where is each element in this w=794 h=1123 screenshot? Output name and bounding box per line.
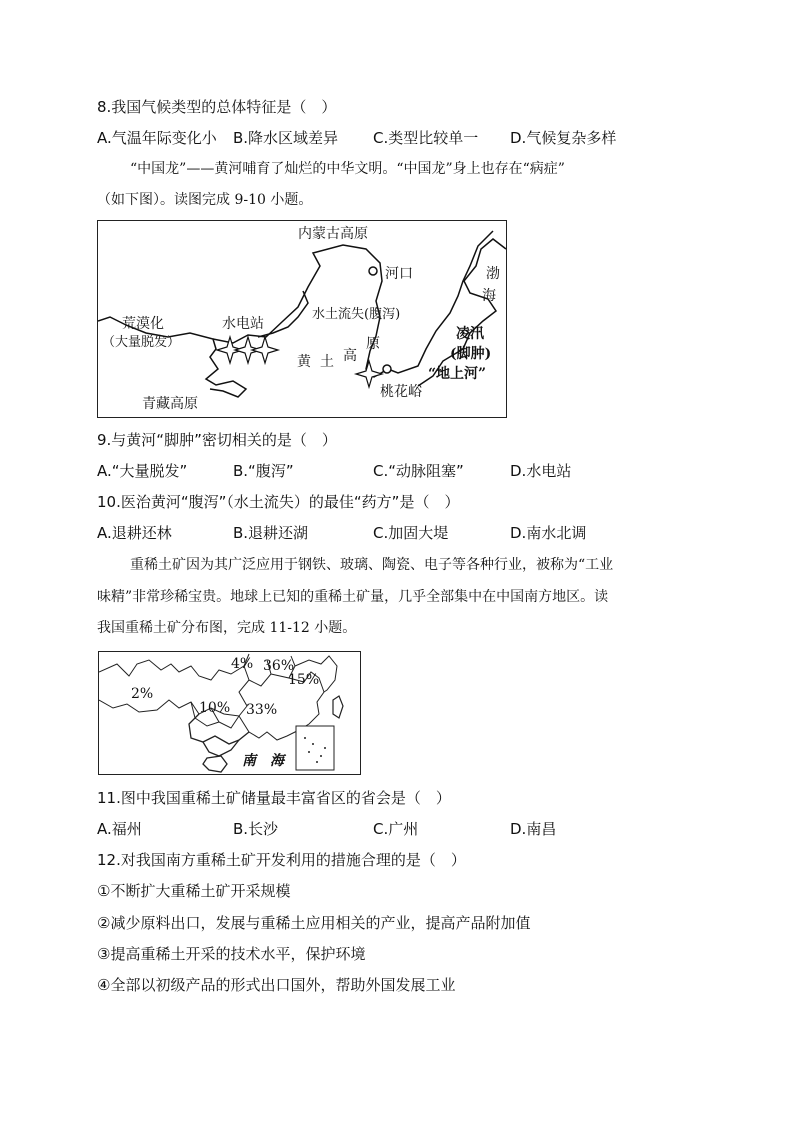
label-2pct: 2% [131, 686, 154, 702]
label-36pct: 36% [263, 658, 295, 674]
label-loess-1: 黄 [297, 354, 311, 370]
label-33pct: 33% [246, 702, 278, 718]
q12-item-3: ③提高重稀土开采的技术水平，保护环境 [97, 945, 366, 963]
q8-option-a: A.气温年际变化小 [97, 129, 217, 147]
label-taohuayu: 桃花峪 [380, 384, 422, 400]
q8-option-b: B.降水区域差异 [233, 129, 339, 147]
q12-item-2: ②减少原料出口，发展与重稀土应用相关的产业，提高产品附加值 [97, 914, 531, 932]
passage2-line2: 味精”非常珍稀宝贵。地球上已知的重稀土矿量，几乎全部集中在中国南方地区。读 [97, 589, 609, 605]
label-bohai: 渤 [486, 266, 500, 282]
q11-option-a: A.福州 [97, 820, 142, 838]
label-loess-3: 高 [343, 348, 357, 364]
label-bohai-sea: 海 [482, 288, 496, 304]
label-loess-2: 土 [320, 354, 334, 370]
label-15pct: 15% [288, 672, 320, 688]
label-suspended-river: “地上河” [428, 366, 487, 382]
label-swelling: (脚肿) [450, 346, 492, 362]
q9-option-b: B.“腹泻” [233, 462, 294, 480]
label-hydropower: 水电站 [222, 316, 264, 332]
q10-stem: 10.医治黄河“腹泻”（水土流失）的最佳“药方”是（ ） [97, 493, 460, 511]
river-mouth-marker [369, 267, 377, 275]
label-loess-4: 原 [366, 336, 380, 352]
artery-blockage-star [356, 361, 382, 387]
label-4pct: 4% [231, 656, 254, 672]
rare-earth-map [98, 651, 361, 775]
q9-option-c: C.“动脉阻塞” [373, 462, 464, 480]
q10-option-d: D.南水北调 [510, 524, 587, 542]
q9-option-a: A.“大量脱发” [97, 462, 188, 480]
q11-option-d: D.南昌 [510, 820, 557, 838]
yellow-river-map [97, 220, 507, 418]
label-soil-erosion: 水土流失(腹泻) [312, 307, 401, 322]
south-sea-inset [296, 726, 334, 770]
passage1-line1: “中国龙”——黄河哺育了灿烂的中华文明。“中国龙”身上也存在“病症” [130, 161, 565, 177]
label-10pct: 10% [199, 700, 231, 716]
label-desertification: 荒漠化 [122, 316, 164, 332]
q9-stem: 9.与黄河“脚肿”密切相关的是（ ） [97, 431, 337, 449]
taohuayu-marker [383, 365, 391, 373]
hydropower-star [252, 337, 278, 363]
q10-option-c: C.加固大堤 [373, 524, 449, 542]
q12-stem: 12.对我国南方重稀土矿开发利用的措施合理的是（ ） [97, 851, 466, 869]
q10-option-a: A.退耕还林 [97, 524, 172, 542]
passage1-line2: （如下图）。读图完成 9-10 小题。 [97, 192, 313, 208]
q11-option-c: C.广州 [373, 820, 419, 838]
q11-stem: 11.图中我国重稀土矿储量最丰富省区的省会是（ ） [97, 789, 451, 807]
q8-option-d: D.气候复杂多样 [510, 129, 617, 147]
label-south-sea: 南 海 [242, 753, 284, 769]
q11-option-b: B.长沙 [233, 820, 279, 838]
label-river-mouth: 河口 [385, 266, 413, 282]
passage2-line1: 重稀土矿因为其广泛应用于钢铁、玻璃、陶瓷、电子等各种行业，被称为“工业 [130, 557, 614, 573]
label-hair-loss: （大量脱发） [102, 335, 181, 350]
q9-option-d: D.水电站 [510, 462, 572, 480]
label-inner-mongolia: 内蒙古高原 [298, 226, 368, 242]
q8-option-c: C.类型比较单一 [373, 129, 479, 147]
q12-item-4: ④全部以初级产品的形式出口国外，帮助外国发展工业 [97, 976, 456, 994]
passage2-line3: 我国重稀土矿分布图，完成 11-12 小题。 [97, 620, 357, 636]
q10-option-b: B.退耕还湖 [233, 524, 309, 542]
label-qinghai-tibet: 青藏高原 [142, 396, 198, 412]
label-ice-flood: 凌汛 [456, 326, 484, 342]
q12-item-1: ①不断扩大重稀土矿开采规模 [97, 882, 291, 900]
q8-stem: 8.我国气候类型的总体特征是（ ） [97, 98, 337, 116]
